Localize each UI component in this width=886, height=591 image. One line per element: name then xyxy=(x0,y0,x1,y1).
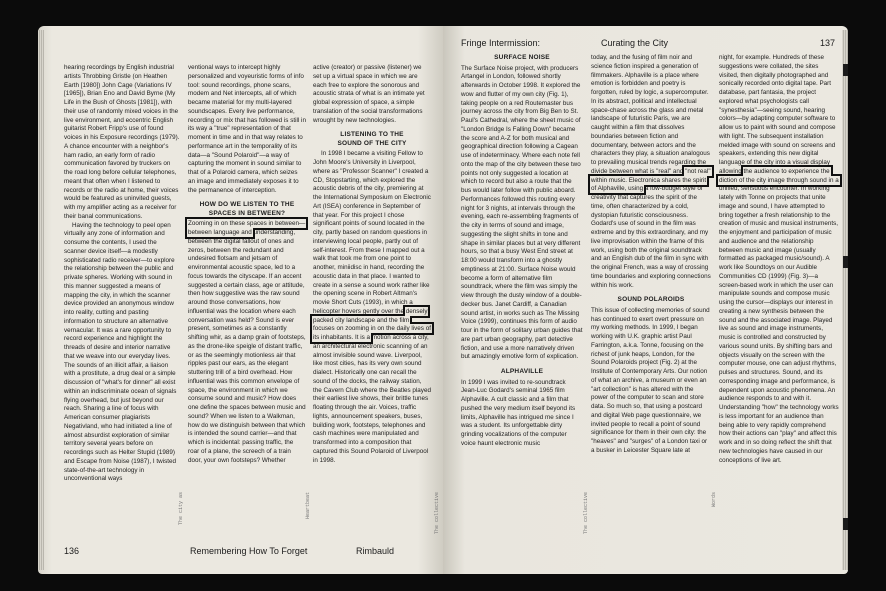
left-col1-para-2: Having the technology to peel open virtually any zone of information and consume the contents, I used the scanner device itself—a modestly sophisticated radio receiver—to explore the relationship between the public and private spheres. Working with sound in this manner suggested a means of mapping the city, in which the scanner device provided an anonymous window into reality, cutting and pasting information to structure an alternative vernacular. It was a rare opportunity to record experience and highlight the threads of desire and interior narrative that we weave into our everyday lives. The sounds of an illicit affair, a liaison with a prostitute, a drug deal or a simple discussion of "what's for dinner" all exist within an indiscriminate ocean of signals flying overhead, but just beyond our reach. Sharing a line of focus with American consumer plagiarists Negativland, who had initiated a line of almost absurdist exploration of similar territory several years before on recordings such as Helter Stupid (1989) and Escape from Noise (1987), I twisted state-of-the-art technology in unconventional ways xyxy=(64,221,177,483)
open-book xyxy=(38,26,848,574)
left-col2-para-2-text: understanding, between the digital fallout of ones and zeros, between the redundant and undesired flotsam and jetsam of environmental acoustic space, led to a focus towards the cityscape. If an accent suggested a certain class, age or attitude, then how suggestive was the raw sound around those conversations, how influential was the location where each conversation was held? Sound is ever present, sometimes as a constantly shifting whir, as a damp grain of footsteps, as the drone-like speigle of distant traffic, or as the seemingly motionless air that ripples past our ears, as the elegant stuttering trill of a bird overhead. How influential was this common envelope of space, the environment in which we consume sound and music? How does one define the spaces between music and sound? When we listen to a Walkman, how do we distinguish between that which is intended the sound carrier—and that which is incidental: passing traffic, the roar of a plane, the screech of a train door, your own footsteps? Whether xyxy=(188,229,306,464)
page-edge-right xyxy=(842,30,848,570)
left-footer-title: Remembering How To Forget xyxy=(190,546,308,556)
thumb-tab-bottom xyxy=(843,518,848,530)
left-col3-heading-line1: LISTENING TO THE xyxy=(340,131,404,139)
right-col3-para-1 xyxy=(719,54,839,465)
highlight-box-1[interactable]: Zooming in on these spaces in between—between language and xyxy=(188,220,306,236)
right-header-right: Curating the City xyxy=(601,38,669,48)
right-col3-text-b: unified, sensuous encounter. In working lately with Tonne on projects that unite image and sound, I have attempted to bring together a fresh relationship to the creation of music and musical instruments, the enjoyment and participation of music and audience and the relationship between music and image (usually formatted as packaged music/sound). A work like Soundtoys on our Audible Communities CD (1999) (Fig. 3)—a screen-based work in which the user can manipulate sounds and compose music using the cursor—displays our interest in creating a new synthesis between the sound and the associated image. Played live as sound and image instruments, music is controlled and constructed by various sound units. By shifting bars and objects visually on the screen with the computer mouse, one can adjust rhythms, pulses and structures. Sound, and its corresponding image and performance, is dependent upon acoustic phenomena. An audience responds to and with it. Understanding "how" the technology works is less important for an audience than being able to very rapidly comprehend how their actions can "play" and affect this work and in so doing reflect the shift that new technologies have caused in our conceptions of live art. xyxy=(719,185,839,464)
margin-mark-1: The city as xyxy=(178,492,184,526)
left-col2-heading-line2: SPACES IN BETWEEN? xyxy=(208,209,286,217)
left-col3-text-a: In 1998 I became a visiting Fellow to John Moore's University in Liverpool, where as "Professor Scanner" I created a CD, Stopstarting, which explored the acoustic debris of the city, premiering at the International Symposium on Electronic Art (ISEA) conference in September of that year. For this project I chose significant points of sound located in the city, partly based on random questions in interviewing local people, partly out of self-interest. From these I mapped out a walk that took me from one point to another, miniidisc in hand, recording the acoustic data in that place. I wanted to create in a sense a sound work rather like the opening scene in Robert Altman's movie Short Cuts (1993), in which a helicopter hovers gently over the xyxy=(313,150,431,315)
right-col2-para-1 xyxy=(591,54,711,290)
left-col-3 xyxy=(313,64,431,465)
right-col2-text-a: today, and the fusing of film noir and science fiction inspired a generation of filmmakers. Alphaville is a place where emotion is forbidden and poetry is forgotten, ruled by logic, a supercomputer. In its abstract, political and intellectual space-chase across the glass and metal landscape of futuristic Paris, we are caught within a film that dissolves boundaries between fiction and documentary, between actors and the characters they play, a situation analogous to prevailing musical trends regarding the divide between what is "real" and xyxy=(591,54,710,175)
right-col-3 xyxy=(719,54,839,465)
left-col-1 xyxy=(64,64,180,484)
left-col2-para-2 xyxy=(188,220,306,465)
left-col2-para-1: ventional ways to intercept highly personalized and voyeuristic forms of info tool: sound recordings, phone scans, modem and Net intercepts, all of which became material for my multi-layered soundscapes. Every live performance, recording or mix that has followed is still in its way a "true" representation of that moment in time and in that way relates to performance art in the temporality of its data—a "Sound Polaroid"—a way of capturing the moment in sound similar to that of a Polaroid camera, which seizes an image and immediately exposes it to the permanence of interception. xyxy=(188,64,306,194)
highlight-box-4[interactable]: the audience to experience the diction of the city image through sound in a xyxy=(719,167,839,184)
margin-mark-3: The collective xyxy=(434,492,440,535)
right-margin-mark-2: Words xyxy=(711,492,717,508)
left-col2-heading-line1: HOW DO WE LISTEN TO THE xyxy=(199,201,295,209)
left-col3-heading-line2: SOUND OF THE CITY xyxy=(337,139,407,147)
left-col3-heading xyxy=(313,131,431,148)
right-col1-heading-2: ALPHAVILLE xyxy=(500,368,544,375)
left-col2-heading xyxy=(188,201,306,218)
right-col1-heading-1: SURFACE NOISE xyxy=(494,54,550,61)
left-col-2 xyxy=(188,64,306,465)
right-col3-text-a: night, for example. Hundreds of these suggestions were collated, the sites visited, then digitally photographed and sonically recorded onto digital tape. Part database, part fantasia, the project explored what psychologists call "synesthesia"—seeing sound, hearing colors—by adapting computer software to allow us to paint with sound and compose with light. The subsequent installation melded image with sound on screens and speakers, extending this new digital language of the city into a visual display allowing xyxy=(719,54,836,175)
right-col2-heading: SOUND POLAROIDS xyxy=(617,296,685,304)
highlight-box-2[interactable]: densely packed city landscape and the film focuses on zooming in on the daily lives of its inhabitants. It is a xyxy=(313,307,431,341)
left-col1-para-1: hearing recordings by English industrial artists Throbbing Gristle (on Heathen Earth [1980]) John Cage (Variations IV [1965]), Brian Eno and David Byrne (My Life in the Bush of Ghosts [1981]), with their use of randomly mixed voices in the live environment, and eccentric English guitarist Robert Fripp's use of found voices in his Exposure recordings (1979). A chance encounter with a neighbor's ham radio, an early form of radio communication favored by truckers on the road long before cellular telephones, meant that often when I listened to records or the radio at home, their voices would be featured as uninvited guests, with my amplifier acting as a receiver for their banal communications. xyxy=(64,64,180,220)
left-page-number: 136 xyxy=(64,546,80,556)
left-col3-para-1: active (creator) or passive (listener) we set up a virtual space in which we are each free to explore the sonorous and acoustic strata of what is an intimate yet global expression of space, a simple translation of the social transformations wrought by new technologies. xyxy=(313,64,425,124)
left-page xyxy=(38,26,443,574)
highlight-box-3[interactable]: "not real" within music. Electronica shares the spirit of Alphaville, using xyxy=(591,167,711,193)
right-col1-para-1: The Surface Noise project, with producers Artangel in London, followed shortly afterwards in October 1998. It explored the wow and flutter of my own city (Fig. 1), taking people on a red Routemaster bus journey across the city from Big Ben to St. Paul's Cathedral, where the sheet music of "London Bridge Is Falling Down" became the score and A-Z for both musical and geographical direction following a Cagean use of indeterminacy. Where each note fell onto the map of the city between these two points not only suggested a location at which to record but also a route that the bus would later follow with public aboard. Performances followed this routing every night for 3 nights, at intervals through the evening, each re-assembling fragments of the city in terms of sound and image, suggesting the slight shifts in tone and shape in similar places but at very different hours, so that a busy West End street at 18:00 would transform into a ghostly emptiness at 21:00. Surface Noise would become a form of alternative film soundtrack, where the film was simply the view through the dusty window of a double-decker bus. Janet Cardiff, a Canadian sound artist, in works such as The Missing Voice (1999), continues this form of audio tour in the form of solitary urban guides that are part urban geography, part detective fiction, and use a more narratively driven but amazingly emotive form of explication. xyxy=(461,64,583,361)
right-col1-para-2: In 1999 I was invited to re-soundtrack Jean-Luc Godard's seminal 1965 film Alphaville. A cult classic and a film that pushed the very medium itself beyond its limits, Alphaville has intrigued me since I was a student. Its unforgettable dirty grinding vocalizations of the computer voice haunt electronic music xyxy=(461,378,576,447)
page-edge-left xyxy=(38,30,44,570)
thumb-tab-top xyxy=(843,64,848,76)
left-col3-para-2 xyxy=(313,150,431,465)
right-page-number: 137 xyxy=(820,38,836,48)
thumb-tab-middle xyxy=(843,256,848,268)
right-col-1 xyxy=(461,54,583,449)
right-margin-mark-1: The collective xyxy=(583,492,589,535)
right-col-2 xyxy=(591,54,711,456)
margin-mark-2: Heartbeat xyxy=(305,492,311,520)
right-page xyxy=(443,26,848,574)
left-col3-text-b: motion across a city, an architectural electronic scanning of an almost invisible sound wave. Liverpool, like most cities, has its very own sound dialect. Historically one can recall the sound of the docks, the railway station, the Cavern Club where the Beatles played their earliest live shows, their brittle tunes floating through the air. Voices, traffic lights, announcement speakers, buses, building work, footsteps, telephones and cash machines were manipulated and transformed into a composition that captured this Sound Polaroid of Liverpool in 1998. xyxy=(313,334,431,464)
right-header-left: Fringe Intermission: xyxy=(461,38,541,48)
right-col2-para-2: This issue of collecting memories of sound has continued to exert overt pressure on my working methods. In 1999, I began working with U.K. graphic artist Paul Farrington, a.k.a. Tonne, focusing on the richest of junk heaps, London, for the Sound Polaroids project (Fig. 2) at the Institute of Contemporary Arts. Our notion of what an archive, a museum or even an "art collection" is has altered with the power of the computer to scan and store data. So much so, that using a postcard and digital Web page questionnaire, we invited people to recall a point of sound significance for them in their own city: the "heaves" and "surges" of a London taxi or a busker in Leicester Square late at xyxy=(591,306,710,454)
right-col2-text-b: a low-budget style of creativity that captures the spirit of the time, often characterized by a cold, dystopian futuristic consciousness. Godard's use of sound in the film was extreme and by this extraordinary, and my live improvisation within the frame of this work, using both the original soundtrack and an English dub of the film in sync with the original French, was a way of crossing time boundaries and exploring connections within his work. xyxy=(591,185,711,289)
left-footer-author: Rimbauld xyxy=(356,546,395,556)
